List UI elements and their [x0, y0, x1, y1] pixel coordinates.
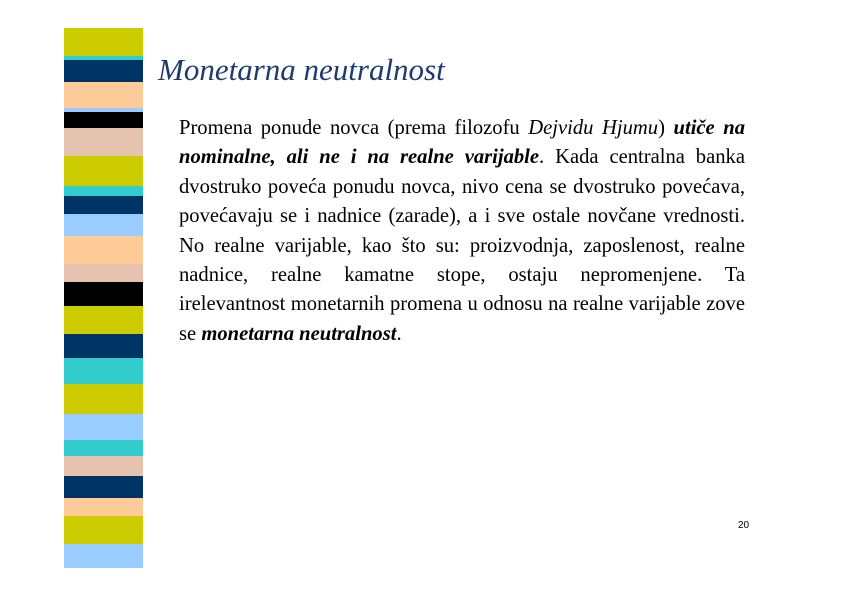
stripe-band — [64, 476, 143, 499]
decorative-stripe-bar — [64, 28, 143, 568]
page-number: 20 — [738, 520, 750, 531]
stripe-band — [64, 128, 143, 157]
body-text-segment: ) — [658, 117, 674, 139]
stripe-band — [64, 440, 143, 457]
stripe-band — [64, 414, 143, 441]
body-text-segment-italic: Dejvidu Hjumu — [528, 117, 659, 139]
stripe-band — [64, 282, 143, 307]
stripe-band — [64, 156, 143, 187]
stripe-band — [64, 60, 143, 83]
body-text-segment: . — [396, 322, 402, 345]
slide-title: Monetarna neutralnost — [158, 52, 445, 87]
stripe-band — [64, 214, 143, 237]
stripe-band — [64, 306, 143, 335]
stripe-band — [64, 544, 143, 568]
body-text-segment: Promena ponude novca (prema filozofu — [179, 117, 529, 139]
stripe-band — [64, 456, 143, 477]
body-text-emphasis-term: monetarna neutralnost — [201, 322, 397, 345]
stripe-band — [64, 236, 143, 265]
body-text-segment: . Kada centralna banka dvostruko poveća ponudu novca, nivo cena se dvostruko povećava, povećavaju se i nadnice (zarade), a i sve ostale novčane vrednosti. No realne varijable, kao što su: proizvodnja, zaposlenost, realne nadnice, realne kamatne stope, ostaju nepromenjene. Ta irelevantnost monetarnih promena u odnosu na realne varijable zove se — [179, 146, 745, 345]
slide-body-text — [179, 114, 745, 349]
body-text-emphasis: utiče na nominalne, ali ne i na realne varijable — [179, 117, 745, 169]
stripe-band — [64, 28, 143, 57]
stripe-band — [64, 196, 143, 215]
stripe-band — [64, 264, 143, 283]
stripe-band — [64, 334, 143, 359]
stripe-band — [64, 112, 143, 129]
stripe-band — [64, 384, 143, 415]
stripe-band — [64, 358, 143, 385]
stripe-band — [64, 82, 143, 109]
stripe-band — [64, 516, 143, 545]
stripe-band — [64, 498, 143, 517]
